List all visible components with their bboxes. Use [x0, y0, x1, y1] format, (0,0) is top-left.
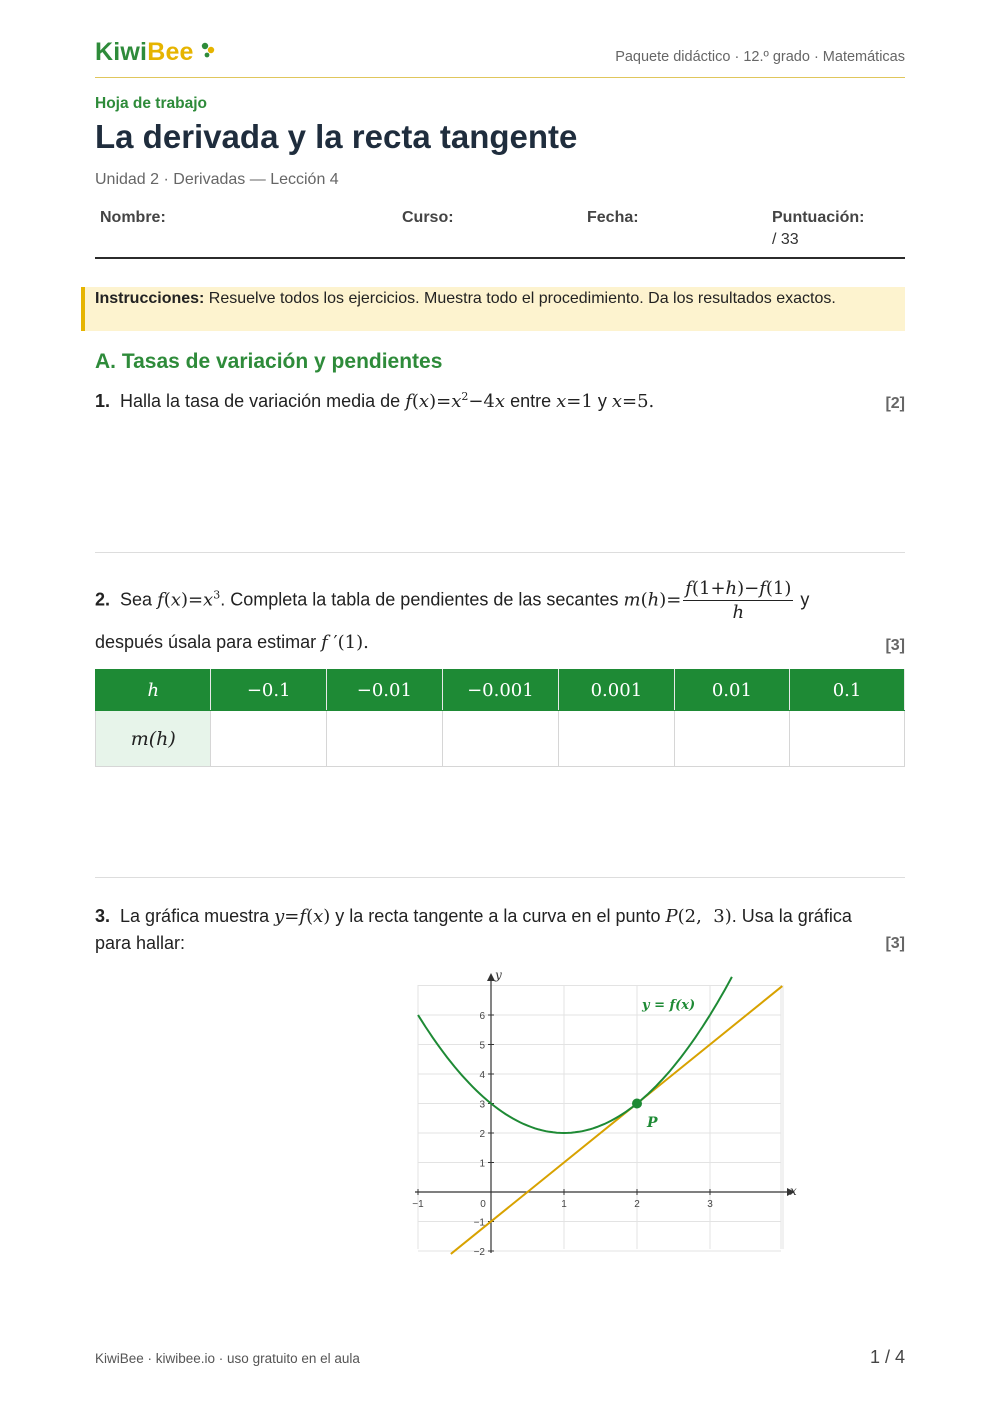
y-tick-label: 5: [479, 1040, 485, 1052]
question-2-line-2: después úsala para estimar f ′(1).: [95, 632, 369, 653]
tangent-line: [451, 986, 782, 1254]
secant-slope-fraction: $\frac{f(1+h)-f(1)}{h}$: [685, 578, 792, 623]
x-tick-label: 1: [561, 1199, 567, 1210]
question-1-divider: [95, 552, 905, 553]
question-3: 3. La gráfica muestra y=f(x) y la recta tangente a la curva en el punto P(2, 3). Usa la gráfica para hallar:: [95, 906, 852, 953]
instructions-label: Instrucciones:: [95, 290, 205, 307]
function-graph: [315, 965, 797, 1265]
answer-cell[interactable]: [674, 711, 789, 767]
page-number: 1 / 4: [869, 1347, 905, 1367]
y-axis-arrow: [487, 973, 495, 981]
package-info: Paquete didáctico · 12.º grado · Matemáticas: [615, 49, 905, 65]
question-1-text: Halla la tasa de variación media de: [120, 391, 401, 411]
table-header-h: h: [96, 670, 211, 711]
table-row-label-mh: m(h): [96, 711, 211, 767]
x-tick-label: 3: [707, 1199, 713, 1210]
answer-cell[interactable]: [790, 711, 905, 767]
question-3-marks: [3]: [885, 935, 905, 952]
question-3-text-use-graph: . Usa la gráfica para hallar:: [95, 906, 852, 953]
instructions-box: [81, 287, 905, 331]
logo-dots-icon: [201, 41, 215, 59]
question-3-text: La gráfica muestra: [120, 906, 270, 926]
answer-cell[interactable]: [211, 711, 326, 767]
table-header-cell: 0.01: [674, 670, 789, 711]
point-p: [632, 1099, 642, 1109]
instructions-accent-bar: [81, 287, 85, 331]
question-2-marks: [3]: [885, 637, 905, 654]
question-2-text-estimate: después úsala para estimar: [95, 632, 317, 652]
y-tick-label: −2: [473, 1247, 485, 1258]
table-header-cell: 0.1: [790, 670, 905, 711]
date-field-label: Fecha:: [587, 209, 639, 226]
table-header-cell: −0.01: [326, 670, 442, 711]
footer-site: KiwiBee · kiwibee.io · uso gratuito en el aula: [95, 1351, 360, 1366]
x-tick-label: 2: [634, 1199, 640, 1210]
question-1-marks: [2]: [885, 395, 905, 412]
score-total: / 33: [772, 231, 799, 248]
question-1-text-between: entre: [510, 391, 552, 411]
question-1-number: 1.: [95, 391, 111, 411]
y-axis-label: y: [495, 968, 502, 982]
question-3-text-tangent: y la recta tangente a la curva en el punto: [335, 906, 661, 926]
table-row: [96, 711, 905, 767]
y-tick-label: −1: [473, 1217, 485, 1229]
section-a-heading: A. Tasas de variación y pendientes: [95, 350, 443, 373]
q1-function-formula: f: [405, 391, 412, 412]
table-header-cell: −0.001: [442, 670, 558, 711]
question-2-number: 2.: [95, 589, 111, 610]
x-tick-label: 0: [480, 1199, 486, 1210]
table-header-cell: 0.001: [559, 670, 675, 711]
name-field-label: Nombre:: [100, 209, 166, 226]
answer-cell[interactable]: [559, 711, 675, 767]
y-tick-label: 6: [479, 1011, 485, 1022]
y-tick-label: 1: [479, 1158, 485, 1170]
instructions-text: [95, 287, 875, 310]
worksheet-kicker: Hoja de trabajo: [95, 95, 207, 112]
y-tick-label: 2: [479, 1129, 485, 1140]
question-2-text: Sea: [120, 589, 153, 610]
question-2-divider: [95, 877, 905, 878]
question-2-text-and: y: [800, 589, 810, 610]
answer-cell[interactable]: [442, 711, 558, 767]
logo-bee-text: Bee: [147, 38, 194, 66]
curve-label: y = f(x): [642, 998, 696, 1013]
x-axis-label: x: [790, 1184, 797, 1198]
kiwibee-logo: [95, 38, 194, 67]
graph-tick-labels: [412, 1011, 713, 1258]
question-3-number: 3.: [95, 906, 111, 926]
fields-divider: [95, 257, 905, 259]
question-2-text-table: . Completa la tabla de pendientes de las secantes: [220, 589, 619, 610]
table-header-cell: −0.1: [211, 670, 326, 711]
y-tick-label: 3: [479, 1099, 485, 1111]
graph-grid: [418, 985, 783, 1251]
worksheet-page: [95, 0, 905, 1413]
course-field-label: Curso:: [402, 209, 454, 226]
logo-kiwi-text: Kiwi: [95, 38, 148, 66]
y-tick-label: 4: [479, 1070, 485, 1081]
question-1-text-and: y: [597, 391, 607, 411]
score-field-label: Puntuación:: [772, 209, 865, 226]
table-header-row: [96, 670, 905, 711]
question-2: 2. Sea $f(x)=x^3$. Completa la tabla de pendientes de las secantes m(h)= $\frac{f(1+h)-f(1)}{h}$ y: [95, 578, 810, 623]
secant-slopes-table: [95, 669, 905, 767]
page-subtitle: Unidad 2 · Derivadas — Lección 4: [95, 171, 339, 188]
header-divider: [95, 77, 905, 78]
instructions-body: Resuelve todos los ejercicios. Muestra todo el procedimiento. Da los resultados exactos.: [204, 290, 836, 307]
page-title: La derivada y la recta tangente: [95, 118, 578, 155]
answer-cell[interactable]: [326, 711, 442, 767]
question-1: 1. Halla la tasa de variación media de $f(x)=x^2-4x$ entre x=1 y x=5.: [95, 390, 655, 412]
point-p-label: P: [647, 1115, 658, 1131]
x-tick-label: −1: [412, 1199, 424, 1210]
